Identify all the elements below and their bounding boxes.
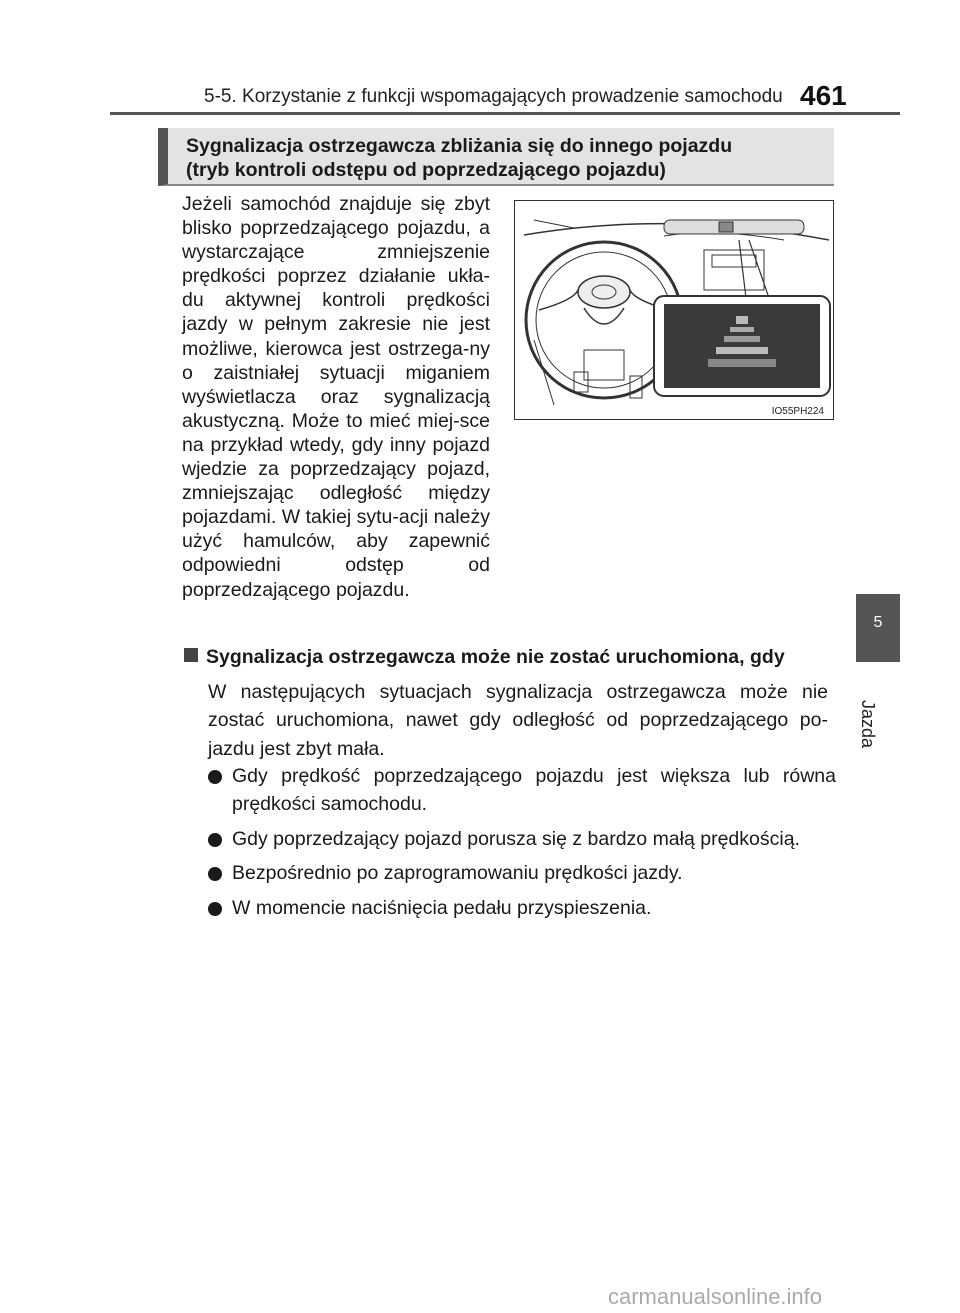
chapter-number: 5 — [873, 614, 883, 631]
intro-paragraph: Jeżeli samochód znajduje się zbyt blisko poprzedzającego pojazdu, a wystarczające zmniejszenie prędkości poprzez działanie ukła-du aktywnej kontroli prędkości jazdy w pełnym zakresie nie jest możliwe, kierowca jest ostrzega-ny o zaistniałej sytuacji miganiem wyświetlacza oraz sygnalizacją akustyczną. Może to mieć miej-sce na przykład wtedy, gdy inny pojazd wjedzie za poprzedzający pojazd, zmniejszając odległość między pojazdami. W takiej sytu-acji należy użyć hamulców, aby zapewnić odpowiedni odstęp od poprzedzającego pojazdu. — [182, 193, 490, 601]
bullet-dot-icon — [208, 902, 222, 916]
list-item — [208, 762, 836, 819]
subsection-heading-text: Sygnalizacja ostrzegawcza może nie zostać uruchomiona, gdy — [206, 646, 785, 668]
chapter-label: Jazda — [858, 700, 878, 749]
bullet-dot-icon — [208, 833, 222, 847]
list-item-text: W momencie naciśnięcia pedału przyspieszenia. — [232, 896, 652, 919]
list-item — [208, 825, 836, 853]
list-item — [208, 859, 836, 887]
header-section-title: 5-5. Korzystanie z funkcji wspomagających prowadzenie samochodu — [204, 86, 783, 107]
list-item — [208, 894, 836, 922]
chapter-tab — [856, 594, 900, 662]
bullet-dot-icon — [208, 867, 222, 881]
section-title-line2: (tryb kontroli odstępu od poprzedzającego pojazdu) — [186, 159, 666, 181]
square-bullet-icon — [184, 648, 198, 662]
page-number: 461 — [800, 80, 847, 111]
subsection-heading — [184, 646, 834, 669]
section-title — [186, 134, 836, 182]
figure-code: IO55PH224 — [771, 406, 824, 417]
subsection-paragraph: W następujących sytuacjach sygnalizacja ostrzegawcza może nie zostać uruchomiona, nawet gdy odległość od poprzedzającego po-jazdu jest zbyt mała. — [208, 681, 828, 760]
dashboard-drawing — [514, 200, 834, 420]
condition-list — [208, 762, 836, 928]
watermark: carmanualsonline.info — [608, 1284, 823, 1309]
bullet-dot-icon — [208, 770, 222, 784]
section-heading-box — [158, 128, 834, 186]
list-item-text: Gdy poprzedzający pojazd porusza się z bardzo małą prędkością. — [232, 827, 800, 850]
dashboard-illustration — [514, 200, 834, 420]
list-item-text: Bezpośrednio po zaprogramowaniu prędkości jazdy. — [232, 862, 683, 885]
list-item-text: Gdy prędkość poprzedzającego pojazdu jest większa lub równa prędkości samochodu. — [232, 765, 836, 816]
section-title-line1: Sygnalizacja ostrzegawcza zbliżania się do innego pojazdu — [186, 135, 733, 157]
header-divider — [110, 112, 900, 115]
